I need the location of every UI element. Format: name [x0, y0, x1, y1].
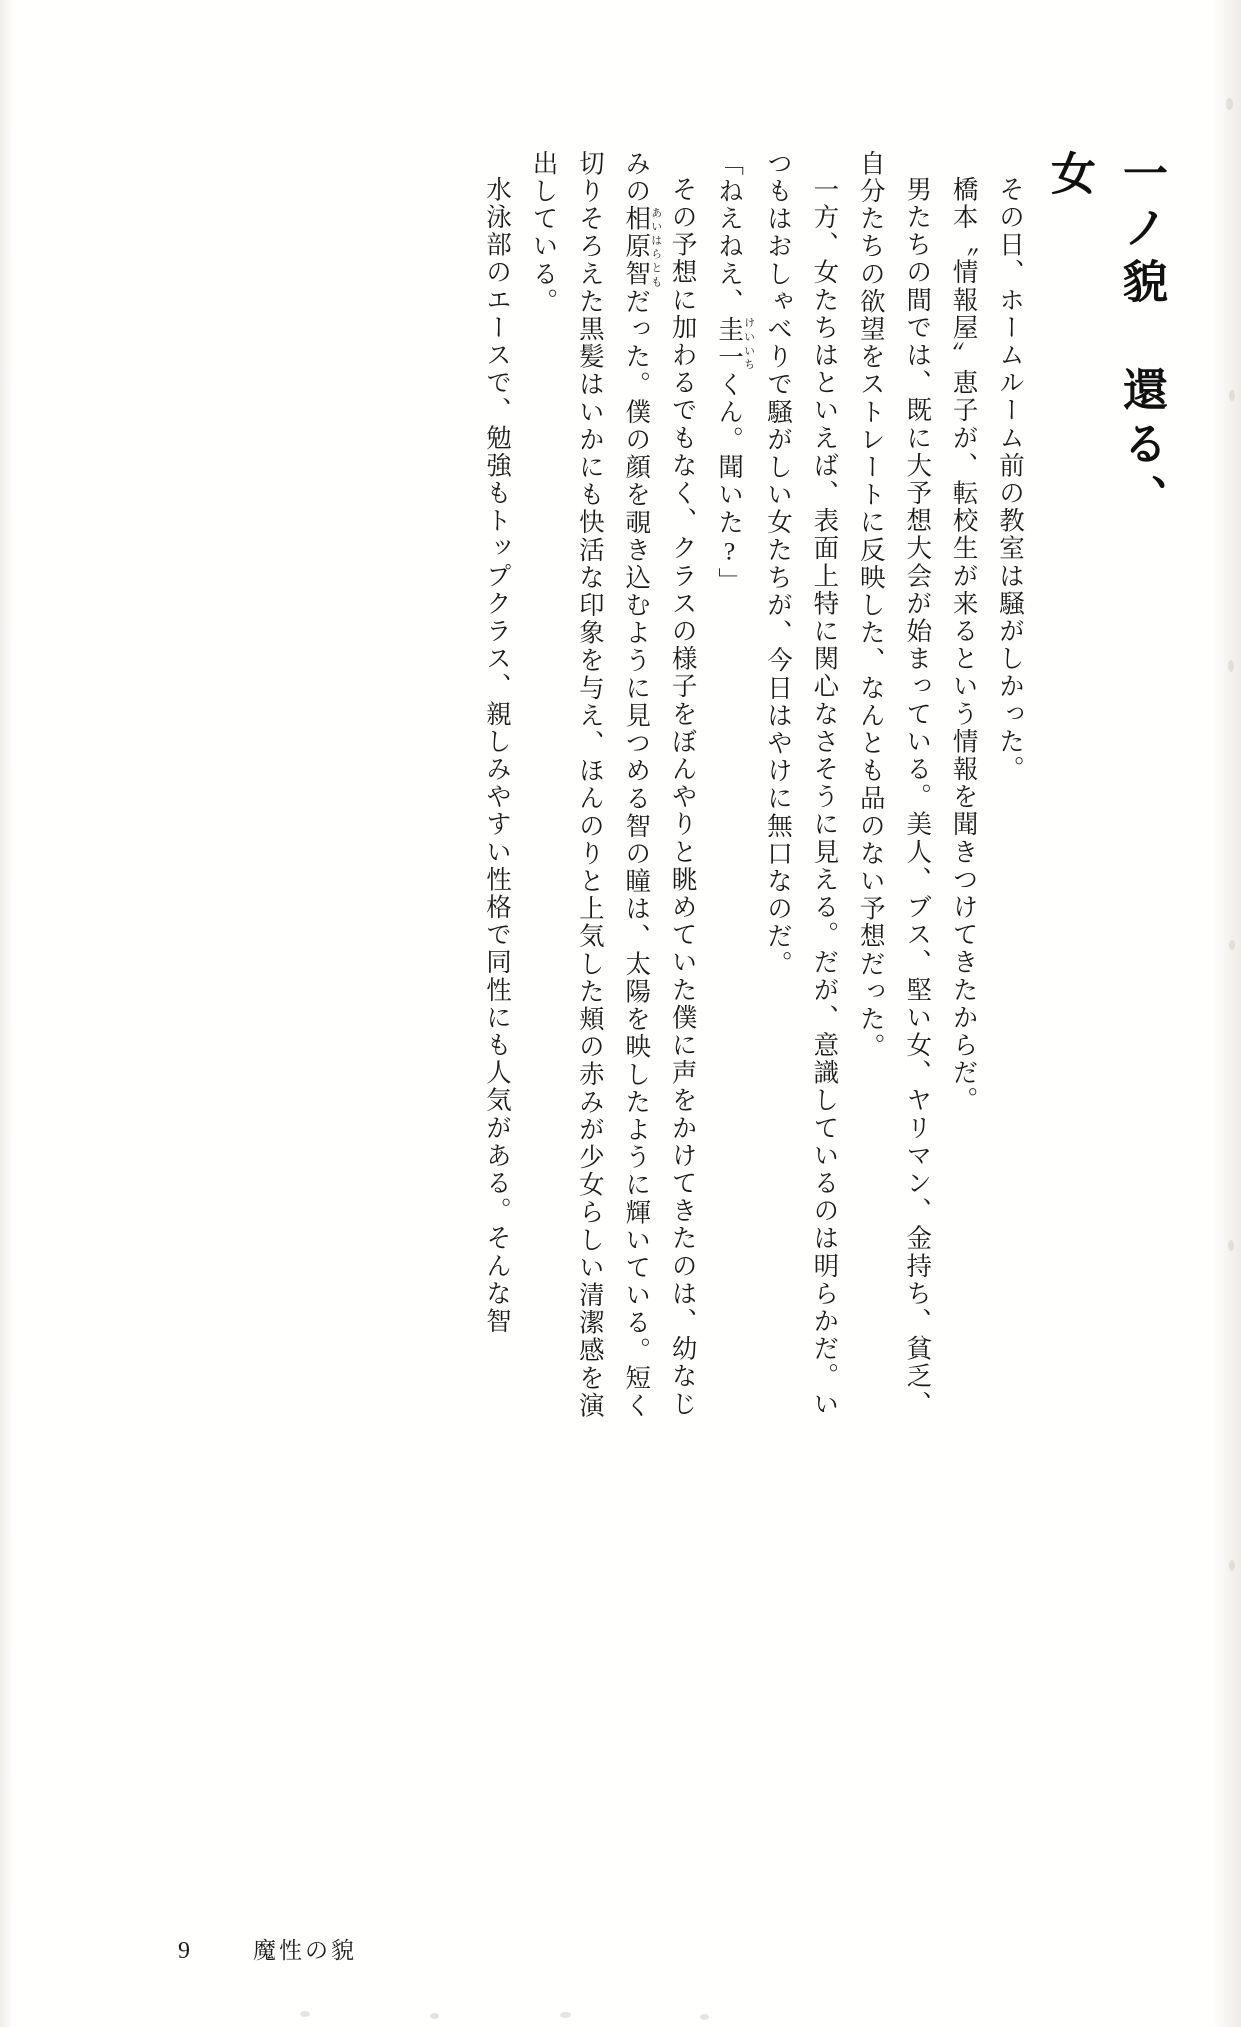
- paper-speck: [1226, 98, 1233, 110]
- paper-speck: [560, 2012, 571, 2018]
- paragraph: その日、ホームルーム前の教室は騒がしかった。: [996, 175, 1025, 783]
- paragraph-dialogue: 「ねえねえ、圭一けいいちくん。聞いた?」: [715, 150, 755, 596]
- paper-speck: [1228, 660, 1234, 672]
- paragraph: 一方、女たちはといえば、表面上特に関心なさそうに見える。だが、意識しているのは明らかだ。いつもはおしゃべりで騒がしい女たちが、今日はやけに無口なのだ。: [763, 150, 840, 1418]
- ruby-keiichi: 圭一けいいち: [715, 315, 755, 371]
- ruby-aihara-tomo: 相原智あいはらとも: [622, 205, 662, 289]
- page-number: 9: [178, 1938, 191, 1964]
- paper-speck: [1228, 1240, 1234, 1251]
- paper-speck: [700, 2014, 709, 2020]
- paper-speck: [1229, 1560, 1235, 1571]
- paragraph: 橋本〝情報屋〟恵子が、転校生が来るという情報を聞きつけてきたからだ。: [949, 175, 979, 1114]
- paper-speck: [300, 2011, 310, 2017]
- page-edge-right: [1211, 0, 1241, 2027]
- page-edge-left: [0, 0, 14, 2027]
- running-head: 魔性の貌: [253, 1938, 357, 1963]
- paragraph: その予想に加わるでもなく、クラスの様子をぼんやりと眺めていた僕に声をかけてきたのは、幼なじみの相原智あいはらともだった。僕の顔を覗き込むように見つめる智の瞳は、太陽を映したように輝いている。短く切りそろえた黒髪はいかにも快活な印象を与え、ほんのりと上気した頬の赤みが少女らしい清潔感を演出している。: [529, 150, 698, 1420]
- paragraph: 水泳部のエースで、勉強もトップクラス、親しみやすい性格で同性にも人気がある。そんな智: [483, 175, 513, 1335]
- paper-speck: [430, 2013, 439, 2019]
- page-text-block: [167, 150, 1177, 1440]
- paragraph: 男たちの間では、既に大予想大会が始まっている。美人、ブス、堅い女、ヤリマン、金持ち、貧乏、自分たちの欲望をストレートに反映した、なんとも品のない予想だった。: [856, 150, 933, 1418]
- chapter-title: 一ノ貌 還る、女: [1044, 150, 1166, 528]
- page-footer: [0, 1932, 1241, 1965]
- paper-speck: [1229, 390, 1235, 401]
- paper-speck: [1229, 940, 1235, 950]
